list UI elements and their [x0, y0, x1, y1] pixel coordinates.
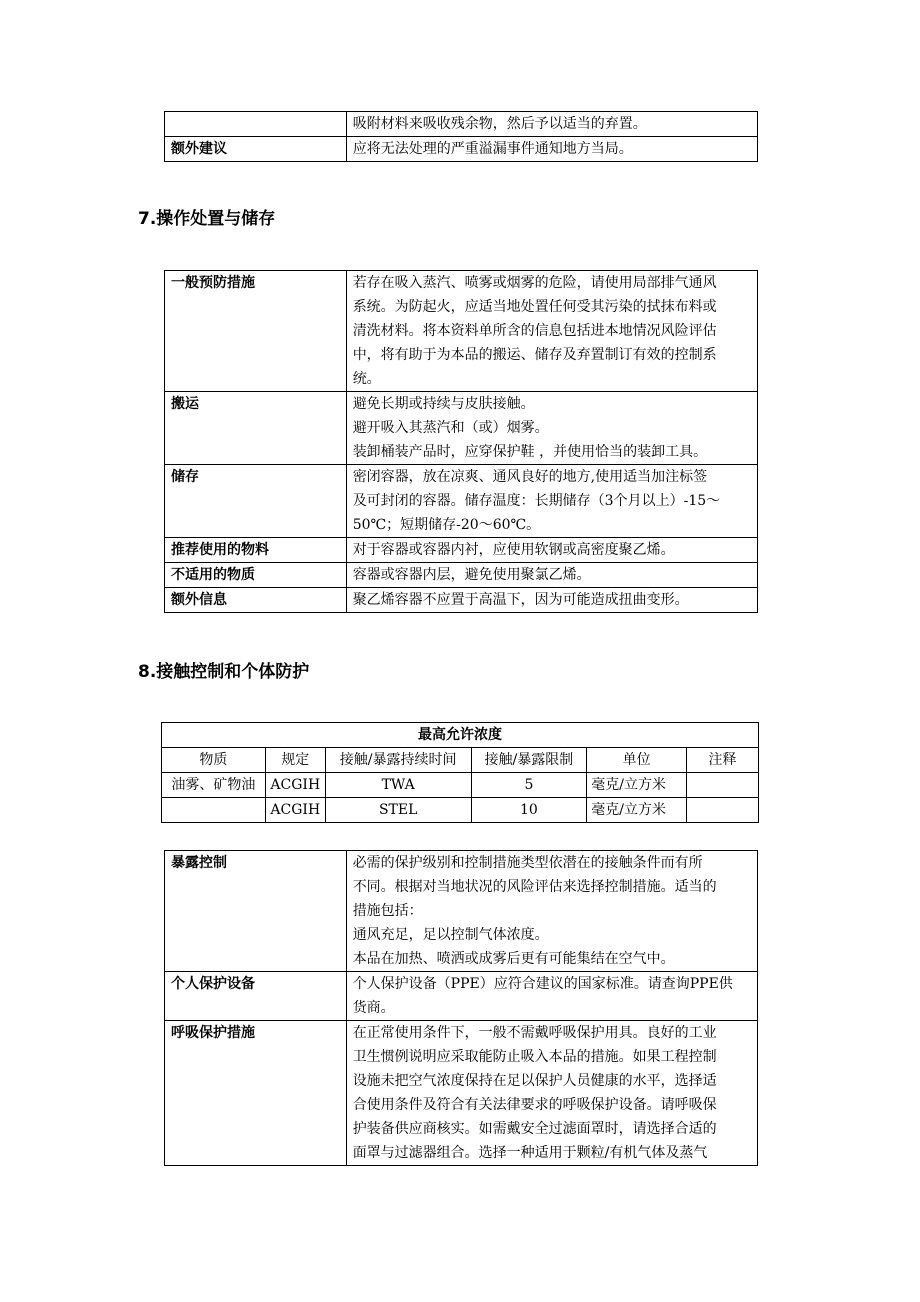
row-value-line: 若存在吸入蒸汽、喷雾或烟雾的危险，请使用局部排气通风 [352, 275, 717, 291]
row-value [346, 392, 757, 465]
row-value-line: 通风充足，足以控制气体浓度。 [352, 927, 549, 943]
handling-storage-table [164, 270, 758, 613]
column-header: 注释 [687, 748, 759, 773]
row-value [346, 465, 757, 538]
row-value-line: 密闭容器，放在凉爽、通风良好的地方,使用适当加注标签 [352, 469, 708, 485]
column-header: 接触/暴露限制 [471, 748, 587, 773]
column-header: 物质 [162, 748, 266, 773]
row-value [346, 588, 757, 613]
row-value: 吸附材料来吸收残余物，然后予以适当的弃置。 [346, 112, 757, 137]
table-cell: ACGIH [265, 798, 325, 823]
exposure-controls-rows [165, 851, 758, 1166]
table-row [165, 465, 758, 538]
table-cell: ACGIH [265, 773, 325, 798]
table-row [165, 972, 758, 1021]
row-value [346, 563, 757, 588]
table-row [165, 1021, 758, 1166]
row-value-line: 不同。根据对当地状况的风险评估来选择控制措施。适当的 [352, 879, 717, 895]
table-row [165, 137, 758, 162]
row-value-line: 中，将有助于为本品的搬运、储存及弃置制订有效的控制系 [352, 347, 717, 363]
row-label-empty [165, 112, 347, 137]
table-row [165, 588, 758, 613]
row-value-line: 在正常使用条件下，一般不需戴呼吸保护用具。良好的工业 [352, 1025, 717, 1041]
row-value-line: 卫生惯例说明应采取能防止吸入本品的措施。如果工程控制 [352, 1049, 717, 1065]
row-value-line: 避开吸入其蒸汽和（或）烟雾。 [352, 420, 549, 436]
table-cell: 油雾、矿物油 [162, 773, 266, 798]
row-value-line: 聚乙烯容器不应置于高温下，因为可能造成扭曲变形。 [352, 592, 689, 608]
table-cell: 10 [471, 798, 587, 823]
row-value-line: 本品在加热、喷洒或成雾后更有可能集结在空气中。 [352, 951, 675, 967]
table-row [165, 271, 758, 392]
row-label: 一般预防措施 [165, 271, 347, 392]
row-value-line: 货商。 [352, 1000, 395, 1016]
spill-table [164, 111, 758, 162]
table-row [165, 538, 758, 563]
row-value-line: 装卸桶装产品时，应穿保护鞋 ，并使用恰当的装卸工具。 [352, 444, 708, 460]
table-cell: 5 [471, 773, 587, 798]
row-value-line: 50℃；短期储存-20～60℃。 [352, 517, 541, 533]
row-value-line: 必需的保护级别和控制措施类型依潜在的接触条件而有所 [352, 855, 703, 871]
table-row [165, 563, 758, 588]
row-value-line: 合使用条件及符合有关法律要求的呼吸保护设备。请呼吸保 [352, 1097, 717, 1113]
row-label: 额外建议 [165, 137, 347, 162]
table-title: 最高允许浓度 [162, 723, 759, 748]
table-cell [687, 773, 759, 798]
row-label: 呼吸保护措施 [165, 1021, 347, 1166]
table-title-row [162, 723, 759, 748]
table-row [165, 112, 758, 137]
row-value-line: 容器或容器内层，避免使用聚氯乙烯。 [352, 567, 591, 583]
exposure-limits-table [161, 722, 759, 823]
row-value-line: 避免长期或持续与皮肤接触。 [352, 396, 535, 412]
row-label: 不适用的物质 [165, 563, 347, 588]
table-row [162, 773, 759, 798]
table-cell: TWA [325, 773, 471, 798]
table-row [165, 392, 758, 465]
row-value-line: 措施包括： [352, 903, 423, 919]
row-value-line: 系统。为防起火，应适当地处置任何受其污染的拭抹布料或 [352, 299, 717, 315]
table-cell: 毫克/立方米 [587, 798, 687, 823]
row-value [346, 972, 757, 1021]
table-cell: 毫克/立方米 [587, 773, 687, 798]
row-label: 个人保护设备 [165, 972, 347, 1021]
column-header: 接触/暴露持续时间 [325, 748, 471, 773]
table-cell [687, 798, 759, 823]
row-value-line: 面罩与过滤器组合。选择一种适用于颗粒/有机气体及蒸气 [352, 1145, 708, 1161]
table-cell [162, 798, 266, 823]
table-row [165, 851, 758, 972]
table-cell: STEL [325, 798, 471, 823]
row-value [346, 538, 757, 563]
row-value-line: 清洗材料。将本资料单所含的信息包括进本地情况风险评估 [352, 323, 717, 339]
section-8-heading: 8.接触控制和个体防护 [138, 662, 310, 682]
row-value-line: 对于容器或容器内衬，应使用软钢或高密度聚乙烯。 [352, 542, 675, 558]
row-value [346, 851, 757, 972]
row-value [346, 1021, 757, 1166]
row-value-line: 统。 [352, 371, 381, 387]
row-value: 应将无法处理的严重溢漏事件通知地方当局。 [346, 137, 757, 162]
handling-storage-rows [165, 271, 758, 613]
table-header-row [162, 748, 759, 773]
row-value-line: 个人保护设备（PPE）应符合建议的国家标准。请查询PPE供 [352, 976, 733, 992]
row-label: 储存 [165, 465, 347, 538]
row-value-line: 设施未把空气浓度保持在足以保护人员健康的水平，选择适 [352, 1073, 717, 1089]
row-value [346, 271, 757, 392]
row-label: 额外信息 [165, 588, 347, 613]
row-value-line: 及可封闭的容器。储存温度：长期储存（3个月以上）-15～ [352, 493, 721, 509]
row-label: 暴露控制 [165, 851, 347, 972]
column-header: 单位 [587, 748, 687, 773]
row-label: 推荐使用的物料 [165, 538, 347, 563]
section-7-heading: 7.操作处置与储存 [138, 209, 276, 229]
table-row [162, 798, 759, 823]
row-label: 搬运 [165, 392, 347, 465]
row-value-line: 护装备供应商核实。如需戴安全过滤面罩时，请选择合适的 [352, 1121, 717, 1137]
column-header: 规定 [265, 748, 325, 773]
exposure-controls-table [164, 850, 758, 1166]
